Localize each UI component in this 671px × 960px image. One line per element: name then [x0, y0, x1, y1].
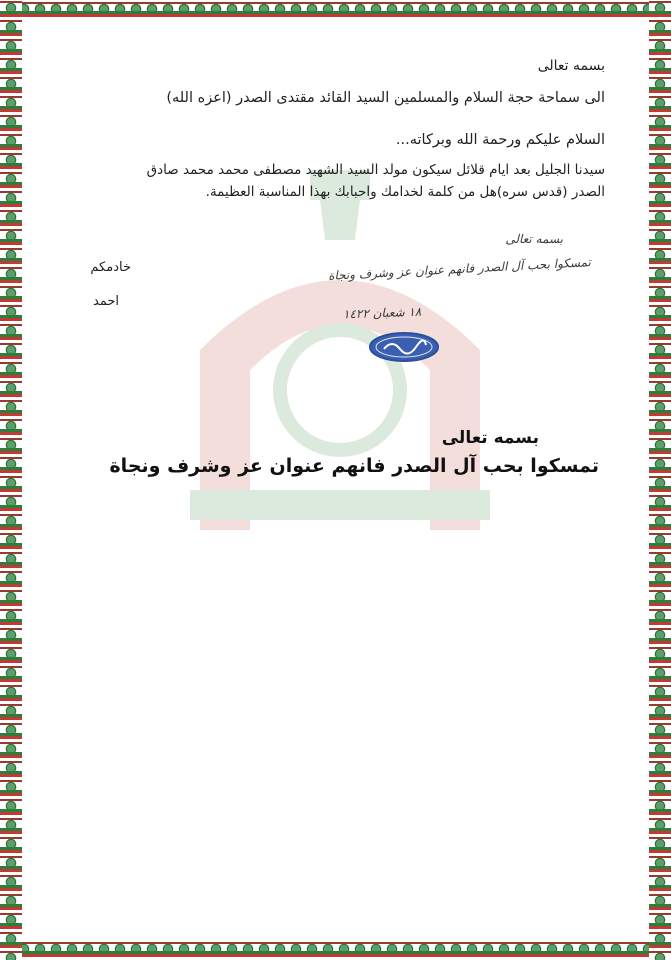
letter-greeting: السلام عليكم ورحمة الله وبركاته... — [395, 132, 605, 148]
decorative-border-top — [0, 0, 671, 20]
handwritten-reply: تمسكوا بحب آل الصدر فانهم عنوان عز وشرف ونجاة — [327, 255, 592, 283]
decorative-border-right — [649, 0, 671, 960]
official-seal-icon — [368, 331, 440, 363]
reply-salutation: بسمه تعالى — [441, 428, 539, 448]
reply-statement: تمسكوا بحب آل الصدر فانهم عنوان عز وشرف ونجاة — [109, 455, 599, 477]
decorative-border-left — [0, 0, 22, 960]
sender-title: خادمكم — [90, 260, 131, 275]
handwritten-date: ١٨ شعبان ١٤٢٢ — [342, 304, 422, 322]
letter-addressee: الى سماحة حجة السلام والمسلمين السيد القائد مقتدى الصدر (اعزه الله) — [166, 90, 605, 106]
letter-body-line-2: الصدر (قدس سره)هل من كلمة لخدامك واحبابك بهذا المناسبة العظيمة. — [205, 184, 605, 200]
sender-name: احمد — [93, 294, 119, 309]
handwritten-salutation: بسمه تعالى — [505, 232, 563, 246]
decorative-border-bottom — [0, 940, 671, 960]
letter-body-line-1: سيدنا الجليل بعد ايام قلائل سيكون مولد السيد الشهيد مصطفى محمد محمد صادق — [146, 162, 605, 178]
letter-salutation: بسمه تعالى — [537, 58, 605, 74]
